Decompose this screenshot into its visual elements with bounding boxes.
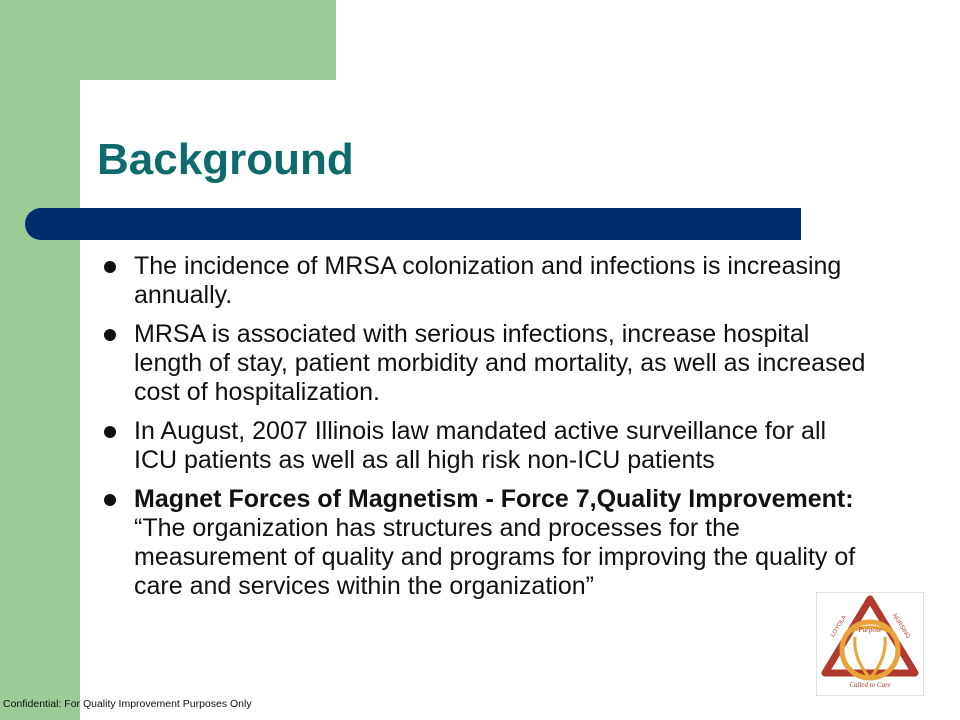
logo-top-text: Purpose xyxy=(858,626,882,634)
logo-emblem-icon xyxy=(817,593,923,695)
green-sidebar-strip xyxy=(0,0,80,720)
title-underline-bar xyxy=(25,208,801,240)
bullet-dot-icon xyxy=(104,494,116,506)
loyola-nursing-logo xyxy=(816,592,924,696)
bullet-text: In August, 2007 Illinois law mandated active surveillance for all ICU patients as well as all high risk non-ICU patients xyxy=(134,417,827,474)
logo-left-text: LOYOLA xyxy=(830,614,849,639)
bullet-dot-icon xyxy=(104,426,116,438)
bullet-item xyxy=(100,485,870,601)
bullet-text: The incidence of MRSA colonization and infections is increasing annually. xyxy=(134,252,842,309)
bullet-dot-icon xyxy=(104,261,116,273)
confidential-footer: Confidential: For Quality Improvement Purposes Only xyxy=(3,698,252,710)
logo-right-text: NURSING xyxy=(890,613,911,640)
bullet-text: MRSA is associated with serious infections, increase hospital length of stay, patient morbidity and mortality, as well as increased cost of hospitalization. xyxy=(134,320,866,406)
bullet-dot-icon xyxy=(104,329,116,341)
slide-title: Background xyxy=(97,135,354,184)
bullet-list xyxy=(100,252,870,611)
bullet-text: “The organization has structures and processes for the measurement of quality and programs for improving the quality of care and services within the organization” xyxy=(134,514,856,600)
bullet-item xyxy=(100,320,870,407)
bullet-item xyxy=(100,417,870,475)
bullet-item xyxy=(100,252,870,310)
green-header-block xyxy=(80,0,336,80)
logo-bottom-text: Called to Care xyxy=(849,681,891,689)
bullet-bold-text: Magnet Forces of Magnetism - Force 7,Quality Improvement: xyxy=(134,485,854,513)
